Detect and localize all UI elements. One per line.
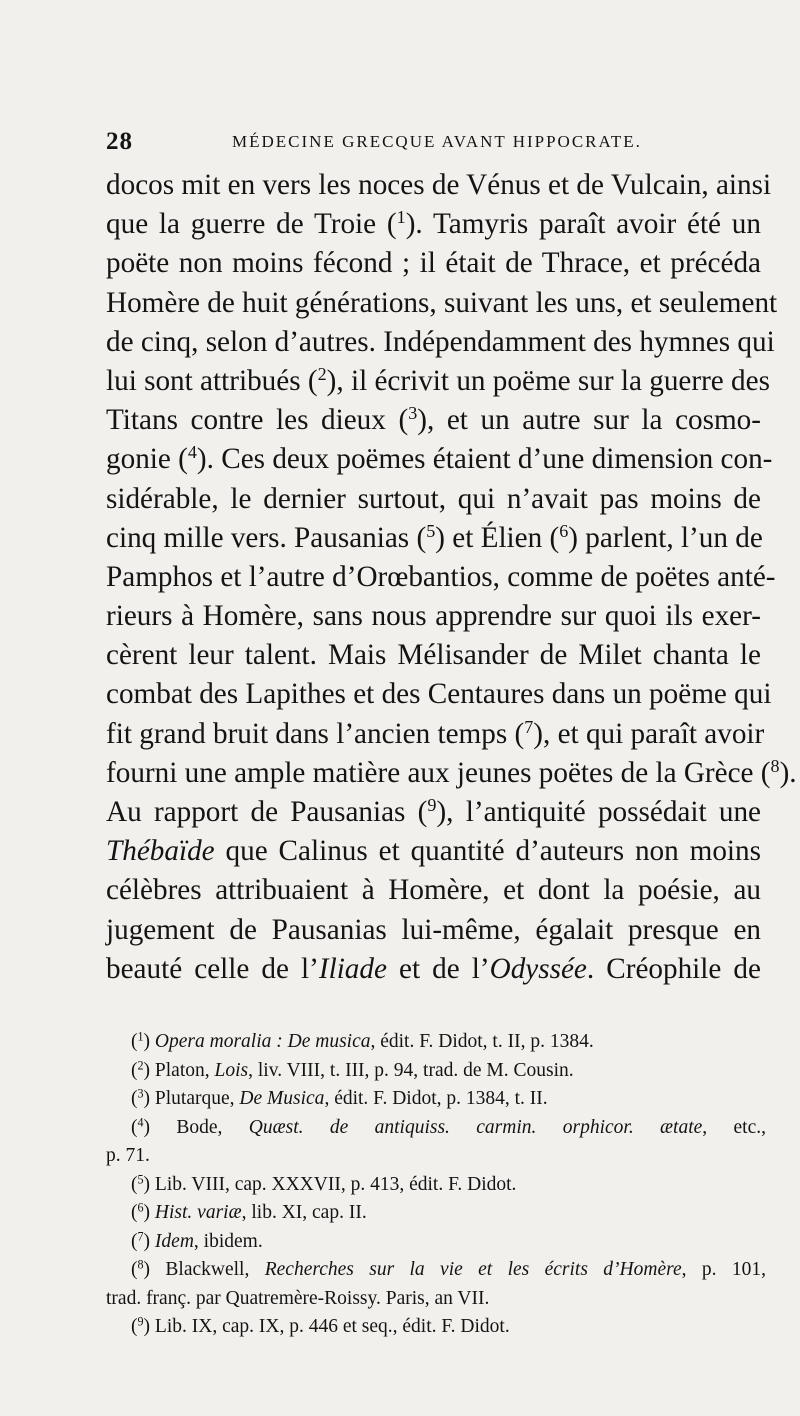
text-segment: , ibidem. <box>193 1230 263 1252</box>
text-segment: , p. 101, <box>681 1259 766 1280</box>
footnote-marker: 9 <box>427 795 437 816</box>
text-line <box>106 950 761 989</box>
footnote-marker: 8 <box>137 1257 144 1272</box>
text-line <box>106 597 761 636</box>
text-segment: . Créophile de <box>586 952 761 985</box>
text-segment: ). <box>779 756 797 789</box>
text-segment: ) Blackwell, <box>143 1259 265 1280</box>
text-segment: , édit. F. Didot, t. II, p. 1384. <box>370 1031 594 1052</box>
text-segment: fourni une ample matière aux jeunes poëtes de la Grèce ( <box>106 756 771 789</box>
text-segment: ), et qui paraît avoir <box>533 717 765 750</box>
footnote-marker: 5 <box>426 520 436 541</box>
footnote-line <box>106 1313 766 1342</box>
italic-text: Recherches sur la vie et les écrits d’Homère <box>264 1259 682 1280</box>
text-line <box>106 519 761 558</box>
text-segment: cèrent leur talent. Mais Mélisander de Milet chanta le <box>106 639 761 672</box>
text-segment: ( <box>131 1116 138 1138</box>
footnote-marker: 1 <box>396 207 406 228</box>
footnote-marker: 2 <box>137 1057 144 1072</box>
footnote-marker: 6 <box>559 520 569 541</box>
text-segment: ), l’antiquité possédait une <box>436 796 761 828</box>
footnote-line <box>106 1199 766 1228</box>
text-segment: combat des Lapithes et des Centaures dans un poëme qui <box>106 678 772 711</box>
text-segment: ( <box>131 1088 138 1109</box>
footnote-marker: 3 <box>137 1086 144 1101</box>
footnote-marker: 4 <box>137 1114 144 1129</box>
italic-text: Odyssée <box>489 952 587 985</box>
text-segment: Au rapport de Pausanias ( <box>106 796 428 828</box>
page-number: 28 <box>106 128 133 155</box>
text-segment: , liv. VIII, t. III, p. 94, trad. de M. Cousin. <box>248 1059 574 1081</box>
footnote-marker: 4 <box>187 442 197 463</box>
footnote-line <box>106 1057 766 1086</box>
footnote-line <box>106 1028 766 1057</box>
text-line <box>106 911 761 950</box>
text-segment: poëte non moins fécond ; il était de Thrace, et précéda <box>106 247 761 280</box>
text-line <box>106 871 761 910</box>
body-text <box>106 166 797 989</box>
text-segment: ( <box>131 1059 138 1081</box>
text-line <box>106 440 773 479</box>
text-segment: célèbres attribuaient à Homère, et dont la poésie, au <box>106 874 761 907</box>
italic-text: De Musica <box>239 1088 325 1109</box>
text-segment: docos mit en vers les noces de Vénus et de Vulcain, ainsi <box>106 169 772 201</box>
text-line <box>106 558 776 597</box>
text-segment: , etc., <box>702 1116 766 1138</box>
text-segment: ( <box>131 1230 138 1252</box>
text-segment: ) Bode, <box>143 1116 249 1138</box>
text-segment: cinq mille vers. Pausanias ( <box>106 521 427 554</box>
text-segment: ) <box>143 1031 155 1052</box>
text-segment: fit grand bruit dans l’ancien temps ( <box>106 717 525 750</box>
italic-text: Opera moralia : De musica <box>154 1031 371 1052</box>
italic-text: Hist. variæ <box>154 1202 242 1223</box>
footnote-marker: 2 <box>317 363 327 384</box>
text-segment: rieurs à Homère, sans nous apprendre sur quoi ils exer- <box>106 600 761 633</box>
text-segment: que Calinus et quantité d’auteurs non moins <box>214 835 761 868</box>
text-segment: sidérable, le dernier surtout, qui n’avait pas moins de <box>106 482 761 515</box>
italic-text: Quæst. de antiquiss. carmin. orphicor. ætate <box>248 1116 703 1138</box>
text-line <box>106 401 761 440</box>
footnote-marker: 7 <box>524 716 534 737</box>
text-line <box>106 793 761 832</box>
text-segment: , édit. F. Didot, p. 1384, t. II. <box>324 1088 548 1109</box>
text-line <box>106 480 761 519</box>
text-line <box>106 323 775 362</box>
footnote-line <box>106 1171 766 1200</box>
italic-text: Iliade <box>318 952 387 985</box>
italic-text: Lois <box>214 1059 249 1081</box>
footnote-marker: 6 <box>137 1200 144 1215</box>
text-segment: trad. franç. par Quatremère-Roissy. Paris, an VII. <box>106 1287 490 1309</box>
text-segment: Homère de huit générations, suivant les uns, et seulement <box>106 286 778 319</box>
text-segment: ) et Élien ( <box>435 521 560 554</box>
text-segment: ) Plutarque, <box>143 1088 240 1109</box>
footnote-line <box>106 1142 766 1171</box>
italic-text: Thébaïde <box>106 835 215 868</box>
text-segment: gonie ( <box>106 443 188 476</box>
footnotes <box>106 1028 766 1342</box>
text-segment: ) <box>143 1230 155 1252</box>
text-segment: Titans contre les dieux ( <box>106 404 409 437</box>
text-line <box>106 715 765 754</box>
footnote-line <box>106 1228 766 1257</box>
text-line <box>106 166 772 205</box>
footnote-line <box>106 1256 766 1285</box>
running-title: MÉDECINE GRECQUE AVANT HIPPOCRATE. <box>232 132 642 151</box>
text-segment: p. 71. <box>106 1145 150 1166</box>
text-segment: ( <box>131 1202 138 1223</box>
footnote-marker: 3 <box>408 403 418 424</box>
text-segment: , lib. XI, cap. II. <box>241 1202 367 1223</box>
text-segment: que la guerre de Troie ( <box>106 208 397 241</box>
text-segment: ( <box>131 1031 138 1052</box>
text-segment: ) parlent, l’un de <box>568 521 763 554</box>
text-line <box>106 754 797 793</box>
footnote-marker: 8 <box>770 755 780 776</box>
footnote-marker: 1 <box>137 1029 144 1044</box>
text-segment: beauté celle de l’ <box>106 952 319 985</box>
text-segment: ). Tamyris paraît avoir été un <box>405 208 761 241</box>
text-segment: ( <box>131 1259 138 1280</box>
footnote-marker: 9 <box>137 1314 144 1329</box>
text-line <box>106 636 761 675</box>
text-segment: jugement de Pausanias lui-même, égalait presque en <box>106 913 761 946</box>
footnote-line <box>106 1085 766 1114</box>
text-line <box>106 832 761 871</box>
text-segment: lui sont attribués ( <box>106 364 318 397</box>
text-segment: ) Lib. IX, cap. IX, p. 446 et seq., édit. F. Didot. <box>143 1316 510 1337</box>
text-segment: et de l’ <box>386 952 490 985</box>
text-line <box>106 244 761 283</box>
footnote-marker: 7 <box>137 1228 144 1243</box>
footnote-marker: 5 <box>137 1171 144 1186</box>
text-line <box>106 205 761 244</box>
running-head <box>106 128 756 160</box>
text-segment: ) Lib. VIII, cap. XXXVII, p. 413, édit. F. Didot. <box>143 1173 517 1195</box>
text-segment: ( <box>131 1173 138 1195</box>
text-segment: ), et un autre sur la cosmo- <box>417 404 762 437</box>
text-segment: de cinq, selon d’autres. Indépendamment des hymnes qui <box>106 325 775 358</box>
text-segment: ) Platon, <box>143 1059 215 1081</box>
footnote-line <box>106 1114 766 1143</box>
text-segment: ( <box>131 1316 138 1337</box>
text-segment: Pamphos et l’autre d’Orœbantios, comme de poëtes anté- <box>106 560 776 593</box>
text-segment: ), il écrivit un poëme sur la guerre des <box>326 364 770 397</box>
text-segment: ) <box>143 1202 155 1223</box>
text-segment: ). Ces deux poëmes étaient d’une dimension con- <box>196 443 773 476</box>
text-line <box>106 362 770 401</box>
text-line <box>106 675 772 714</box>
italic-text: Idem <box>154 1230 194 1252</box>
text-line <box>106 284 778 323</box>
footnote-line <box>106 1285 766 1314</box>
